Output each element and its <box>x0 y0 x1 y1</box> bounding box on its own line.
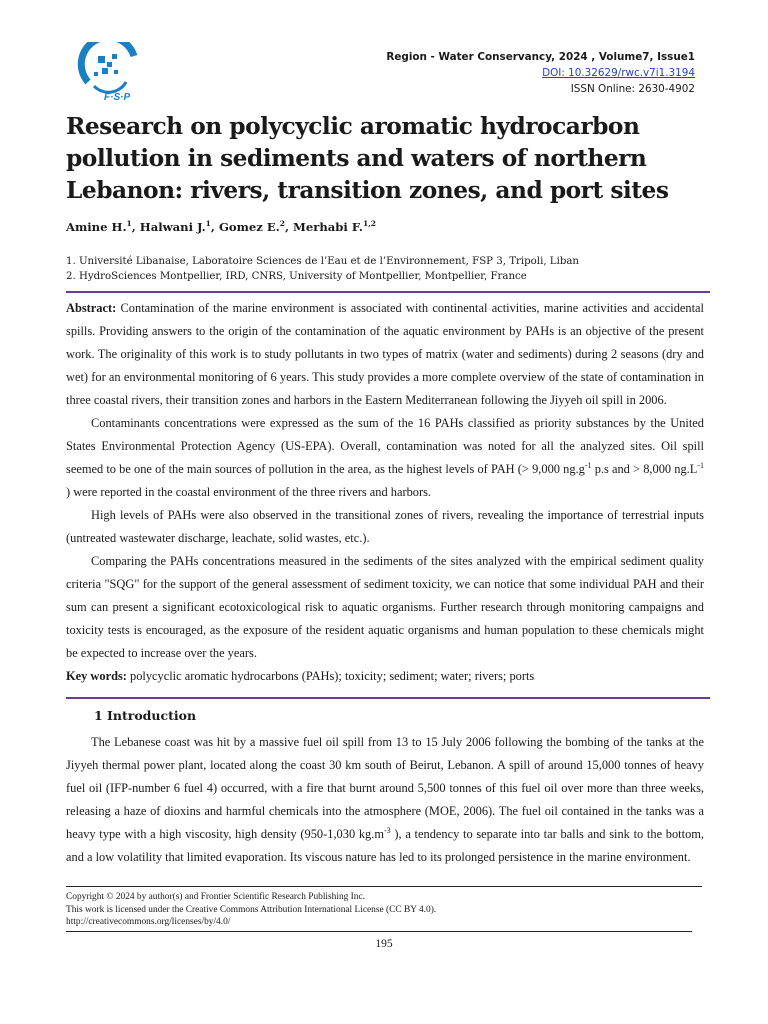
footer-rule-top <box>66 886 702 887</box>
divider-bottom <box>66 697 710 699</box>
author-name: Merhabi F. <box>293 220 363 234</box>
publisher-logo <box>74 42 160 108</box>
intro-text: ), a tendency to separate into tar balls and sink to the bottom, and a low volatility that limited evaporation. Its viscous nature has led to its prolonged persistence in the marine environment. <box>66 827 704 864</box>
unit-sup: -1 <box>584 460 592 470</box>
article-title: Research on polycyclic aromatic hydrocarbon pollution in sediments and waters of northern Lebanon: rivers, transition zones, and port sites <box>66 113 669 204</box>
divider-top <box>66 291 710 293</box>
footer-rule-bottom <box>66 931 692 932</box>
abstract-text: Contamination of the marine environment is associated with continental activities, marine activities and accidental spills. Providing answers to the origin of the contamination of the aquatic environment by PAHs is an objective of the present work. The originality of this work is to study pollutants in two types of matrix (water and sediments) during 2 seasons (dry and wet) for an environmental monitoring of 6 years. This study provides a more complete overview of the state of contamination in three coastal rivers, their transition zones and harbors in the Eastern Mediterranean following the Jiyyeh oil spill in 2006. <box>66 301 704 407</box>
keywords <box>66 665 704 688</box>
affiliation-2: 2. HydroSciences Montpellier, IRD, CNRS, University of Montpellier, Montpellier, France <box>66 271 527 282</box>
abstract-text: ) were reported in the coastal environment of the three rivers and harbors. <box>66 485 432 499</box>
journal-name: Region - Water Conservancy, 2024 , Volume7, Issue1 <box>386 51 695 63</box>
abstract-paragraph-1 <box>66 297 704 412</box>
copyright-line: Copyright © 2024 by author(s) and Frontier Scientific Research Publishing Inc. <box>66 892 365 902</box>
author-name: Gomez E. <box>218 220 280 234</box>
introduction-paragraph <box>66 731 704 869</box>
copyright-notice <box>66 891 706 929</box>
abstract-paragraph-2 <box>66 412 704 504</box>
affiliation-1: 1. Université Libanaise, Laboratoire Sciences de l’Eau et de l’Environnement, FSP 3, Tripoli, Liban <box>66 256 579 267</box>
abstract-label: Abstract: <box>66 301 117 315</box>
issn: ISSN Online: 2630-4902 <box>570 83 695 95</box>
section-heading-introduction: 1 Introduction <box>94 708 197 723</box>
author-separator: , <box>131 220 140 234</box>
keywords-text: polycyclic aromatic hydrocarbons (PAHs); toxicity; sediment; water; rivers; ports <box>126 669 535 683</box>
author-name: Halwani J. <box>139 220 206 234</box>
author-list <box>66 220 376 234</box>
author-affil-sup: 1 <box>126 219 132 229</box>
page-number: 195 <box>375 938 393 950</box>
license-line: This work is licensed under the Creative Commons Attribution International License (CC BY 4.0). <box>66 904 437 915</box>
author-separator: , <box>284 220 294 234</box>
keywords-label: Key words: <box>66 669 127 683</box>
logo-text: F·S·P <box>104 92 131 103</box>
abstract-text: p.s and > 8,000 ng.L <box>591 462 698 476</box>
unit-sup: -3 <box>384 825 391 835</box>
author-separator: , <box>210 220 219 234</box>
affiliations <box>66 254 706 284</box>
author-name: Amine H. <box>66 220 127 234</box>
intro-text: The Lebanese coast was hit by a massive fuel oil spill from 13 to 15 July 2006 following the bombing of the tanks at the Jiyyeh thermal power plant, located along the coast 30 km south of Beirut, Lebanon. A spill of around 15,000 tonnes of heavy fuel oil (IFP-number 6 fuel 4) occurred, with a fire that burnt around 5,500 tonnes of this fuel oil over more than three weeks, releasing a haze of dioxins and harmful chemicals into the atmosphere (MOE, 2006). The fuel oil contained in the tanks was a heavy type with a high viscosity, high density (950-1,030 kg.m <box>66 735 704 841</box>
abstract-text: Contaminants concentrations were expressed as the sum of the 16 PAHs classified as priority substances by the United States Environmental Protection Agency (US-EPA). Overall, contamination was noted for all the analyzed sites. Oil spill seemed to be one of the main sources of pollution in the area, as the highest levels of PAH (> 9,000 ng.g <box>66 416 704 476</box>
abstract-paragraph-3: High levels of PAHs were also observed in the transitional zones of rivers, revealing the importance of terrestrial inputs (untreated wastewater discharge, leachate, solid wastes, etc.). <box>66 508 704 545</box>
abstract-paragraph-4: Comparing the PAHs concentrations measured in the sediments of the sites analyzed with the empirical sediment quality criteria "SQG" for the support of the general assessment of sediment toxicity, we can notice that some individual PAH and their sum can present a significant ecotoxicological risk to aquatic organisms. Further research through monitoring campaigns and toxicity tests is encouraged, as the exposure of the resident aquatic organisms and human population to these chemicals might be expected to increase over the years. <box>66 554 704 660</box>
license-url[interactable]: http://creativecommons.org/licenses/by/4.0/ <box>66 917 231 927</box>
journal-info <box>386 49 695 97</box>
doi-link[interactable]: DOI: 10.32629/rwc.v7i1.3194 <box>542 67 695 79</box>
abstract <box>66 297 704 688</box>
author-affil-sup: 2 <box>279 219 285 229</box>
author-affil-sup: 1,2 <box>362 219 377 229</box>
author-affil-sup: 1 <box>205 219 211 229</box>
unit-sup: -1 <box>697 460 704 470</box>
